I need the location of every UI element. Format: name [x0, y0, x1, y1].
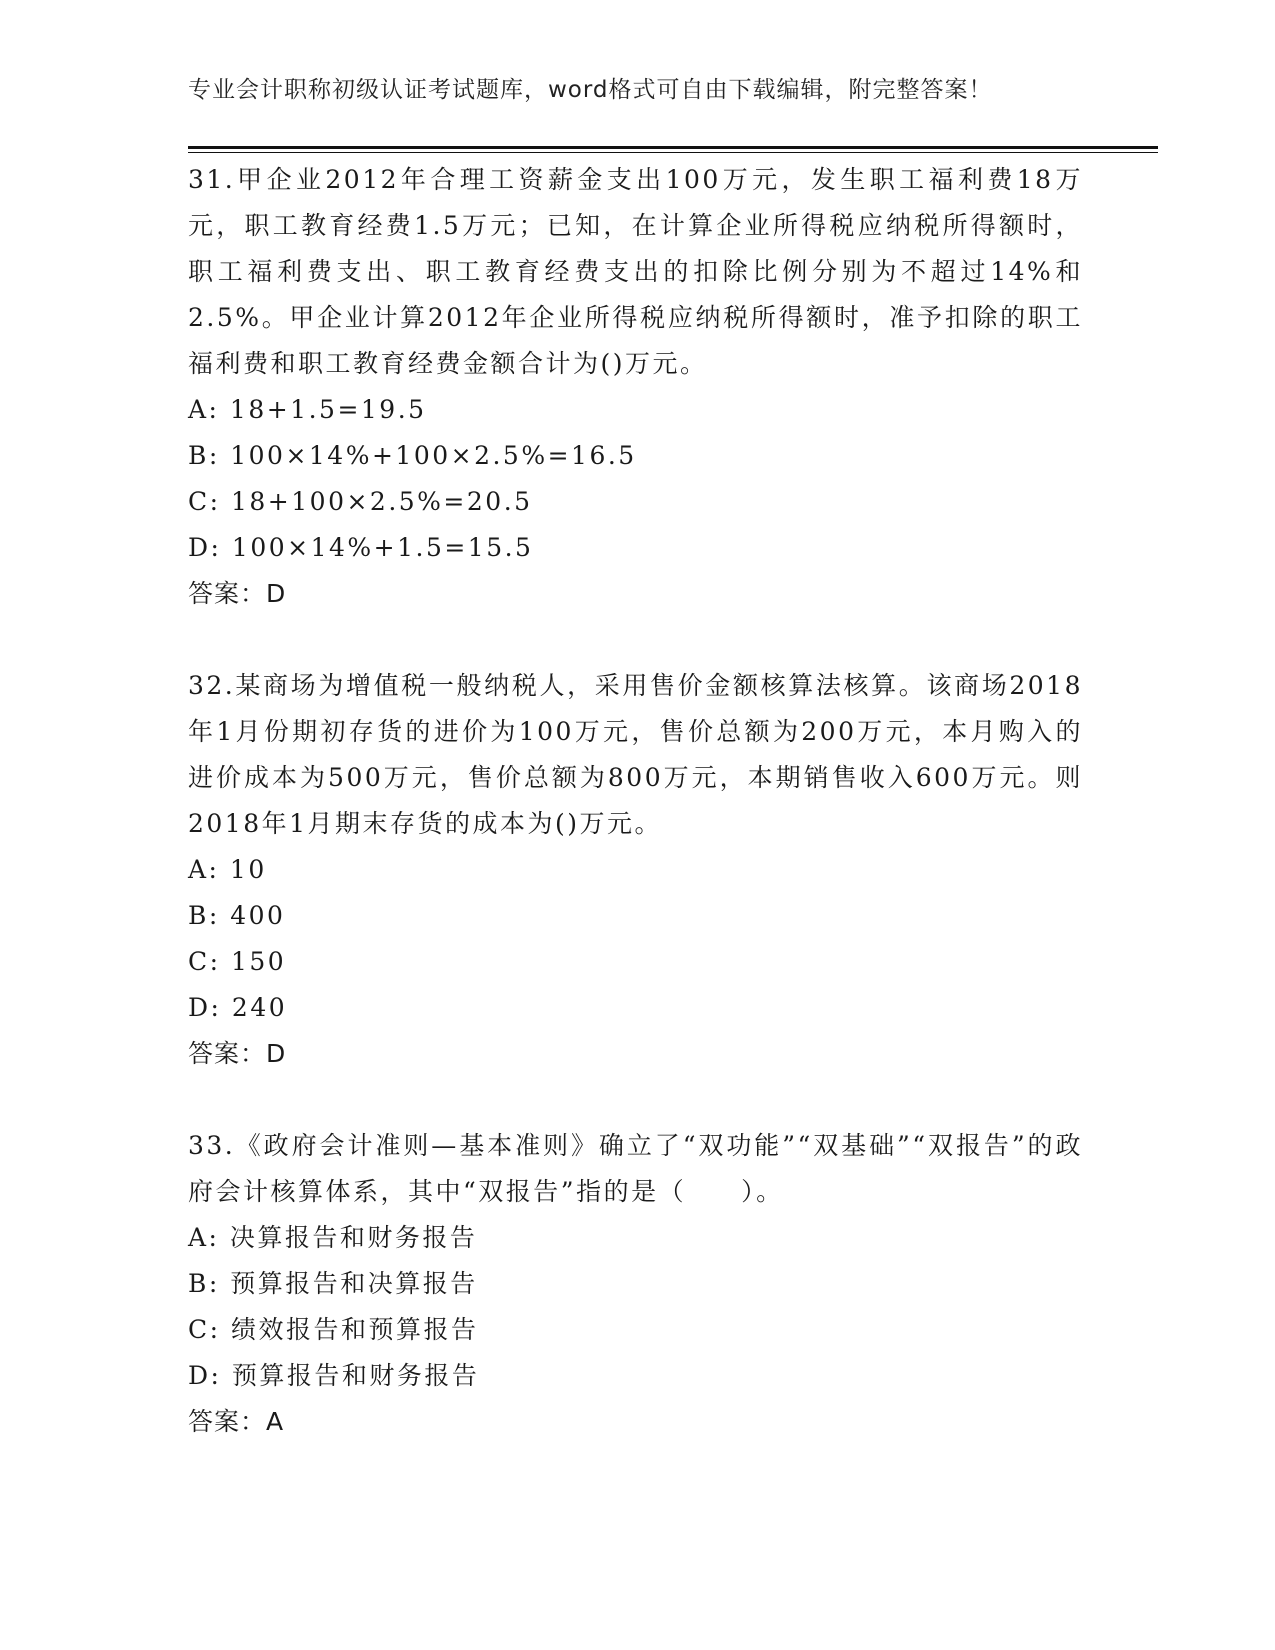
question-33	[188, 1123, 1083, 1445]
answer: 答案：A	[188, 1407, 285, 1436]
header-rule-thin	[188, 152, 1158, 153]
answer: 答案：D	[188, 579, 287, 608]
question-32	[188, 663, 1083, 1077]
header-rule-thick	[188, 146, 1158, 149]
option-d: D: 240	[188, 993, 288, 1022]
page-header: 专业会计职称初级认证考试题库，word格式可自由下载编辑，附完整答案！	[188, 77, 993, 103]
option-b: B: 100×14%+100×2.5%=16.5	[188, 441, 637, 470]
question-31	[188, 157, 1083, 617]
option-c: C: 150	[188, 947, 287, 976]
option-d: D: 100×14%+1.5=15.5	[188, 533, 534, 562]
question-stem: 31.甲企业2012年合理工资薪金支出100万元，发生职工福利费18万元，职工教育经费1.5万元；已知，在计算企业所得税应纳税所得额时，职工福利费支出、职工教育经费支出的扣除比例分别为不超过14%和2.5%。甲企业计算2012年企业所得税应纳税所得额时，准予扣除的职工福利费和职工教育经费金额合计为()万元。	[188, 165, 1083, 378]
answer: 答案：D	[188, 1039, 287, 1068]
question-stem: 32.某商场为增值税一般纳税人，采用售价金额核算法核算。该商场2018年1月份期初存货的进价为100万元，售价总额为200万元，本月购入的进价成本为500万元，售价总额为800万元，本期销售收入600万元。则2018年1月期末存货的成本为()万元。	[188, 671, 1083, 838]
option-b: B: 预算报告和决算报告	[188, 1269, 478, 1298]
option-a: A: 10	[188, 855, 267, 884]
question-stem: 33.《政府会计准则—基本准则》确立了“双功能”“双基础”“双报告”的政府会计核算体系，其中“双报告”指的是（ ）。	[188, 1131, 1083, 1206]
option-d: D: 预算报告和财务报告	[188, 1361, 480, 1390]
option-c: C: 18+100×2.5%=20.5	[188, 487, 533, 516]
question-list	[188, 157, 1083, 1491]
option-b: B: 400	[188, 901, 286, 930]
option-a: A: 18+1.5=19.5	[188, 395, 427, 424]
option-a: A: 决算报告和财务报告	[188, 1223, 478, 1252]
option-c: C: 绩效报告和预算报告	[188, 1315, 479, 1344]
